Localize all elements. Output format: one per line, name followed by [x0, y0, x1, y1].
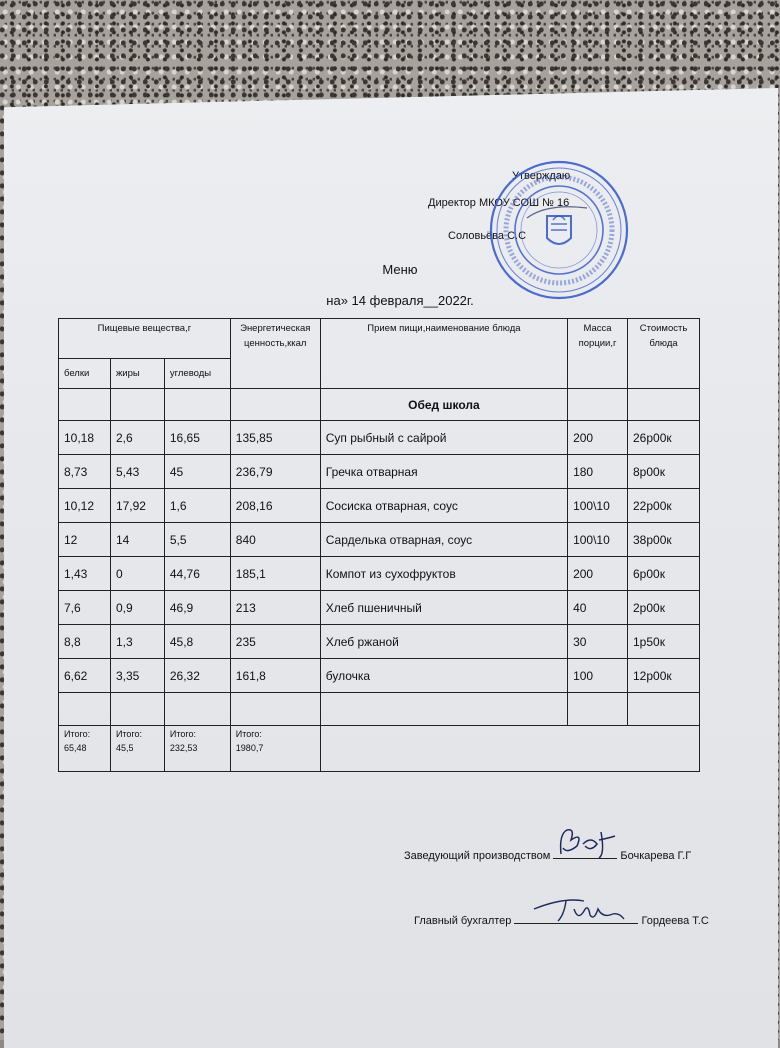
total-proteins: Итого: 65,48: [59, 726, 111, 772]
handwritten-signature-icon: [553, 824, 623, 860]
cell-proteins: 8,8: [59, 625, 111, 659]
cell-mass: 100\10: [568, 523, 628, 557]
cell-energy: 161,8: [230, 659, 320, 693]
cell-mass: 40: [568, 591, 628, 625]
accountant-signature-line: [414, 915, 709, 927]
header-nutrients: Пищевые вещества,г: [59, 319, 231, 359]
table-row: [59, 591, 700, 625]
cell-cost: 2р00к: [628, 591, 700, 625]
menu-date: на» 14 февраля__2022г.: [326, 293, 474, 308]
table-row: [59, 421, 700, 455]
director-title: Директор МКОУ СОШ № 16: [428, 197, 570, 209]
table-row: [59, 489, 700, 523]
cell-carbs: 26,32: [164, 659, 230, 693]
cell-proteins: 10,12: [59, 489, 111, 523]
header-carbs: углеводы: [164, 359, 230, 389]
table-row: [59, 523, 700, 557]
cell-energy: 135,85: [230, 421, 320, 455]
cell-fats: 0: [110, 557, 164, 591]
approval-label: Утверждаю: [512, 170, 571, 182]
table-row: [59, 625, 700, 659]
cell-fats: 2,6: [110, 421, 164, 455]
production-signature: [553, 858, 617, 859]
totals-row: [59, 726, 700, 772]
cell-carbs: 1,6: [164, 489, 230, 523]
production-name: Бочкарева Г.Г: [620, 850, 692, 862]
cell-proteins: 8,73: [59, 455, 111, 489]
header-cost: Стоимость блюда: [628, 319, 700, 389]
header-fats: жиры: [110, 359, 164, 389]
empty-row: [59, 693, 700, 726]
table-row: [59, 455, 700, 489]
cell-cost: 38р00к: [628, 523, 700, 557]
cell-dish: Суп рыбный с сайрой: [320, 421, 567, 455]
cell-fats: 0,9: [110, 591, 164, 625]
official-stamp: [487, 158, 631, 302]
cell-dish: Сосиска отварная, соус: [320, 489, 567, 523]
production-title: Заведующий производством: [404, 850, 551, 862]
cell-cost: 12р00к: [628, 659, 700, 693]
cell-cost: 26р00к: [628, 421, 700, 455]
cell-proteins: 12: [59, 523, 111, 557]
menu-rows: [59, 421, 700, 693]
cell-dish: Хлеб пшеничный: [320, 591, 567, 625]
cell-dish: Гречка отварная: [320, 455, 567, 489]
cell-cost: 1р50к: [628, 625, 700, 659]
menu-table: [58, 318, 700, 772]
cell-mass: 200: [568, 421, 628, 455]
header-proteins: белки: [59, 359, 111, 389]
cell-dish: булочка: [320, 659, 567, 693]
accountant-title: Главный бухгалтер: [414, 915, 512, 927]
header-energy: Энергетическая ценность,ккал: [230, 319, 320, 389]
cell-fats: 17,92: [110, 489, 164, 523]
menu-title: Меню: [382, 262, 418, 277]
director-name: Соловьёва С.С: [448, 230, 527, 242]
cell-mass: 30: [568, 625, 628, 659]
cell-proteins: 1,43: [59, 557, 111, 591]
cell-mass: 100: [568, 659, 628, 693]
cell-fats: 1,3: [110, 625, 164, 659]
accountant-name: Гордеева Т.С: [641, 915, 709, 927]
cell-mass: 180: [568, 455, 628, 489]
cell-cost: 8р00к: [628, 455, 700, 489]
table-row: [59, 557, 700, 591]
cell-energy: 213: [230, 591, 320, 625]
cell-dish: Хлеб ржаной: [320, 625, 567, 659]
cell-carbs: 16,65: [164, 421, 230, 455]
cell-fats: 5,43: [110, 455, 164, 489]
total-carbs: Итого: 232,53: [164, 726, 230, 772]
cell-dish: Компот из сухофруктов: [320, 557, 567, 591]
cell-energy: 208,16: [230, 489, 320, 523]
cell-energy: 235: [230, 625, 320, 659]
cell-proteins: 6,62: [59, 659, 111, 693]
cell-mass: 100\10: [568, 489, 628, 523]
handwritten-signature-icon: [514, 895, 634, 925]
header-mass: Масса порции,г: [568, 319, 628, 389]
cell-energy: 185,1: [230, 557, 320, 591]
cell-carbs: 46,9: [164, 591, 230, 625]
accountant-signature: [514, 923, 638, 924]
production-signature-line: [404, 850, 691, 862]
cell-cost: 22р00к: [628, 489, 700, 523]
cell-fats: 3,35: [110, 659, 164, 693]
cell-carbs: 45,8: [164, 625, 230, 659]
cell-carbs: 44,76: [164, 557, 230, 591]
section-title: Обед школа: [320, 389, 567, 421]
total-fats: Итого: 45,5: [110, 726, 164, 772]
cell-mass: 200: [568, 557, 628, 591]
cell-carbs: 5,5: [164, 523, 230, 557]
cell-dish: Сарделька отварная, соус: [320, 523, 567, 557]
cell-fats: 14: [110, 523, 164, 557]
cell-energy: 236,79: [230, 455, 320, 489]
cell-energy: 840: [230, 523, 320, 557]
header-row: [59, 319, 700, 359]
table-row: [59, 659, 700, 693]
total-energy: Итого: 1980,7: [230, 726, 320, 772]
cell-cost: 6р00к: [628, 557, 700, 591]
header-dish: Прием пищи,наименование блюда: [320, 319, 567, 389]
cell-carbs: 45: [164, 455, 230, 489]
cell-proteins: 10,18: [59, 421, 111, 455]
section-row: [59, 389, 700, 421]
cell-proteins: 7,6: [59, 591, 111, 625]
